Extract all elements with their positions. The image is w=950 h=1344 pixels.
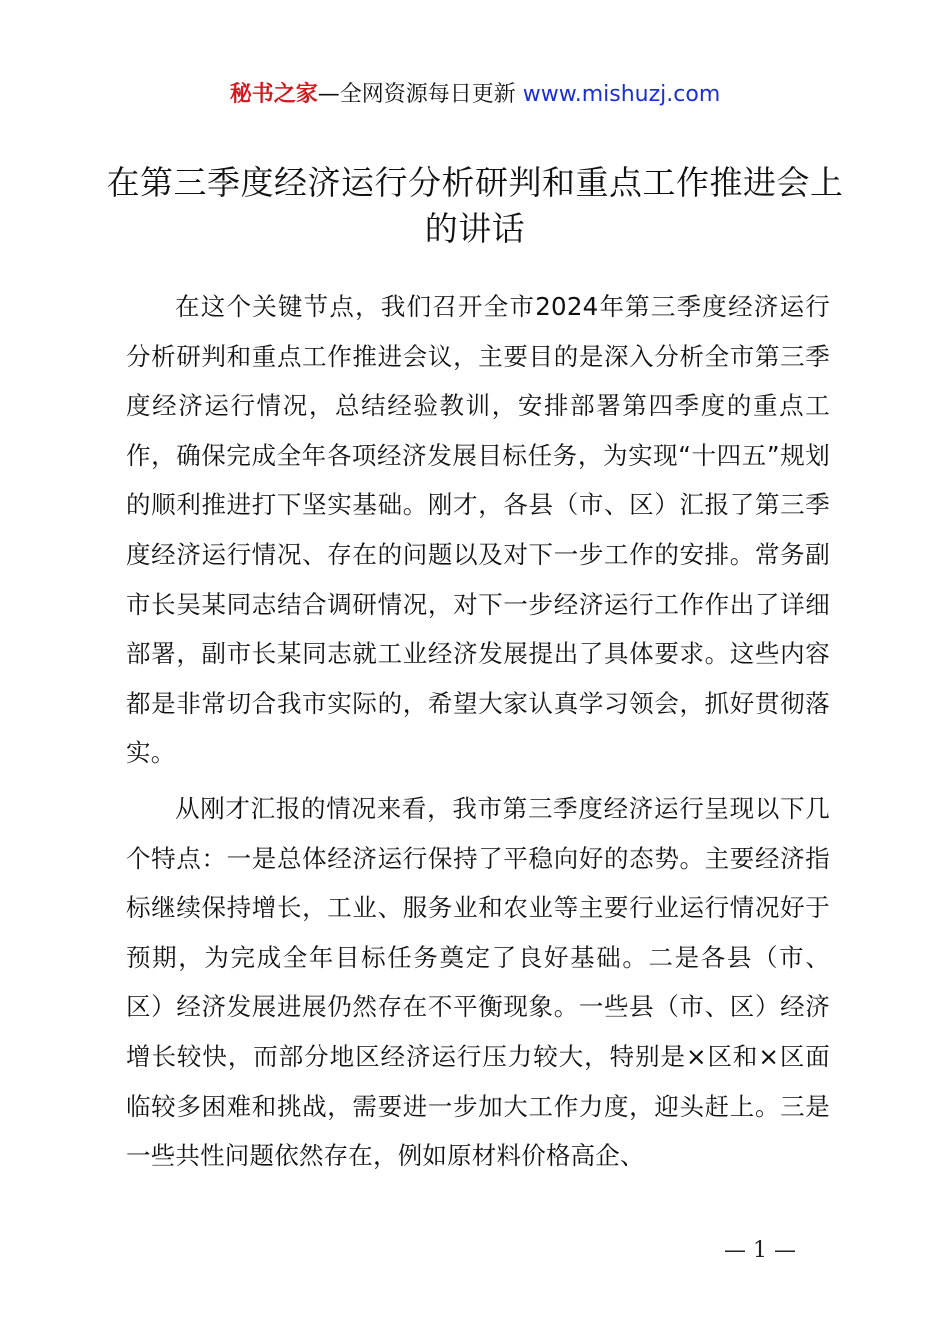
paragraph-2: 从刚才汇报的情况来看，我市第三季度经济运行呈现以下几个特点：一是总体经济运行保持了平稳向好的态势。主要经济指标继续保持增长，工业、服务业和农业等主要行业运行情况好于预期，为完成全年目标任务奠定了良好基础。二是各县（市、区）经济发展进展仍然存在不平衡现象。一些县（市、区）经济增长较快，而部分地区经济运行压力较大，特别是×区和×区面临较多困难和挑战，需要进一步加大工作力度，迎头赶上。三是一些共性问题依然存在，例如原材料价格高企、 [126,793,830,1171]
document-body [126,282,830,1187]
site-url-link[interactable]: www.mishuzj.com [522,82,721,107]
paragraph-1: 在这个关键节点，我们召开全市2024年第三季度经济运行分析研判和重点工作推进会议，主要目的是深入分析全市第三季度经济运行情况，总结经验教训，安排部署第四季度的重点工作，确保完成全年各项经济发展目标任务，为实现“十四五”规划的顺利推进打下坚实基础。刚才，各县（市、区）汇报了第三季度经济运行情况、存在的问题以及对下一步工作的安排。常务副市长吴某同志结合调研情况，对下一步经济运行工作作出了详细部署，副市长某同志就工业经济发展提出了具体要求。这些内容都是非常切合我市实际的，希望大家认真学习领会，抓好贯彻落实。 [126,292,830,768]
header-slogan: —全网资源每日更新 [317,82,523,107]
site-header [0,78,950,112]
brand-name: 秘书之家 [229,82,318,107]
page-number: — 1 — [724,1238,796,1263]
document-title: 在第三季度经济运行分析研判和重点工作推进会上的讲话 [106,163,844,248]
